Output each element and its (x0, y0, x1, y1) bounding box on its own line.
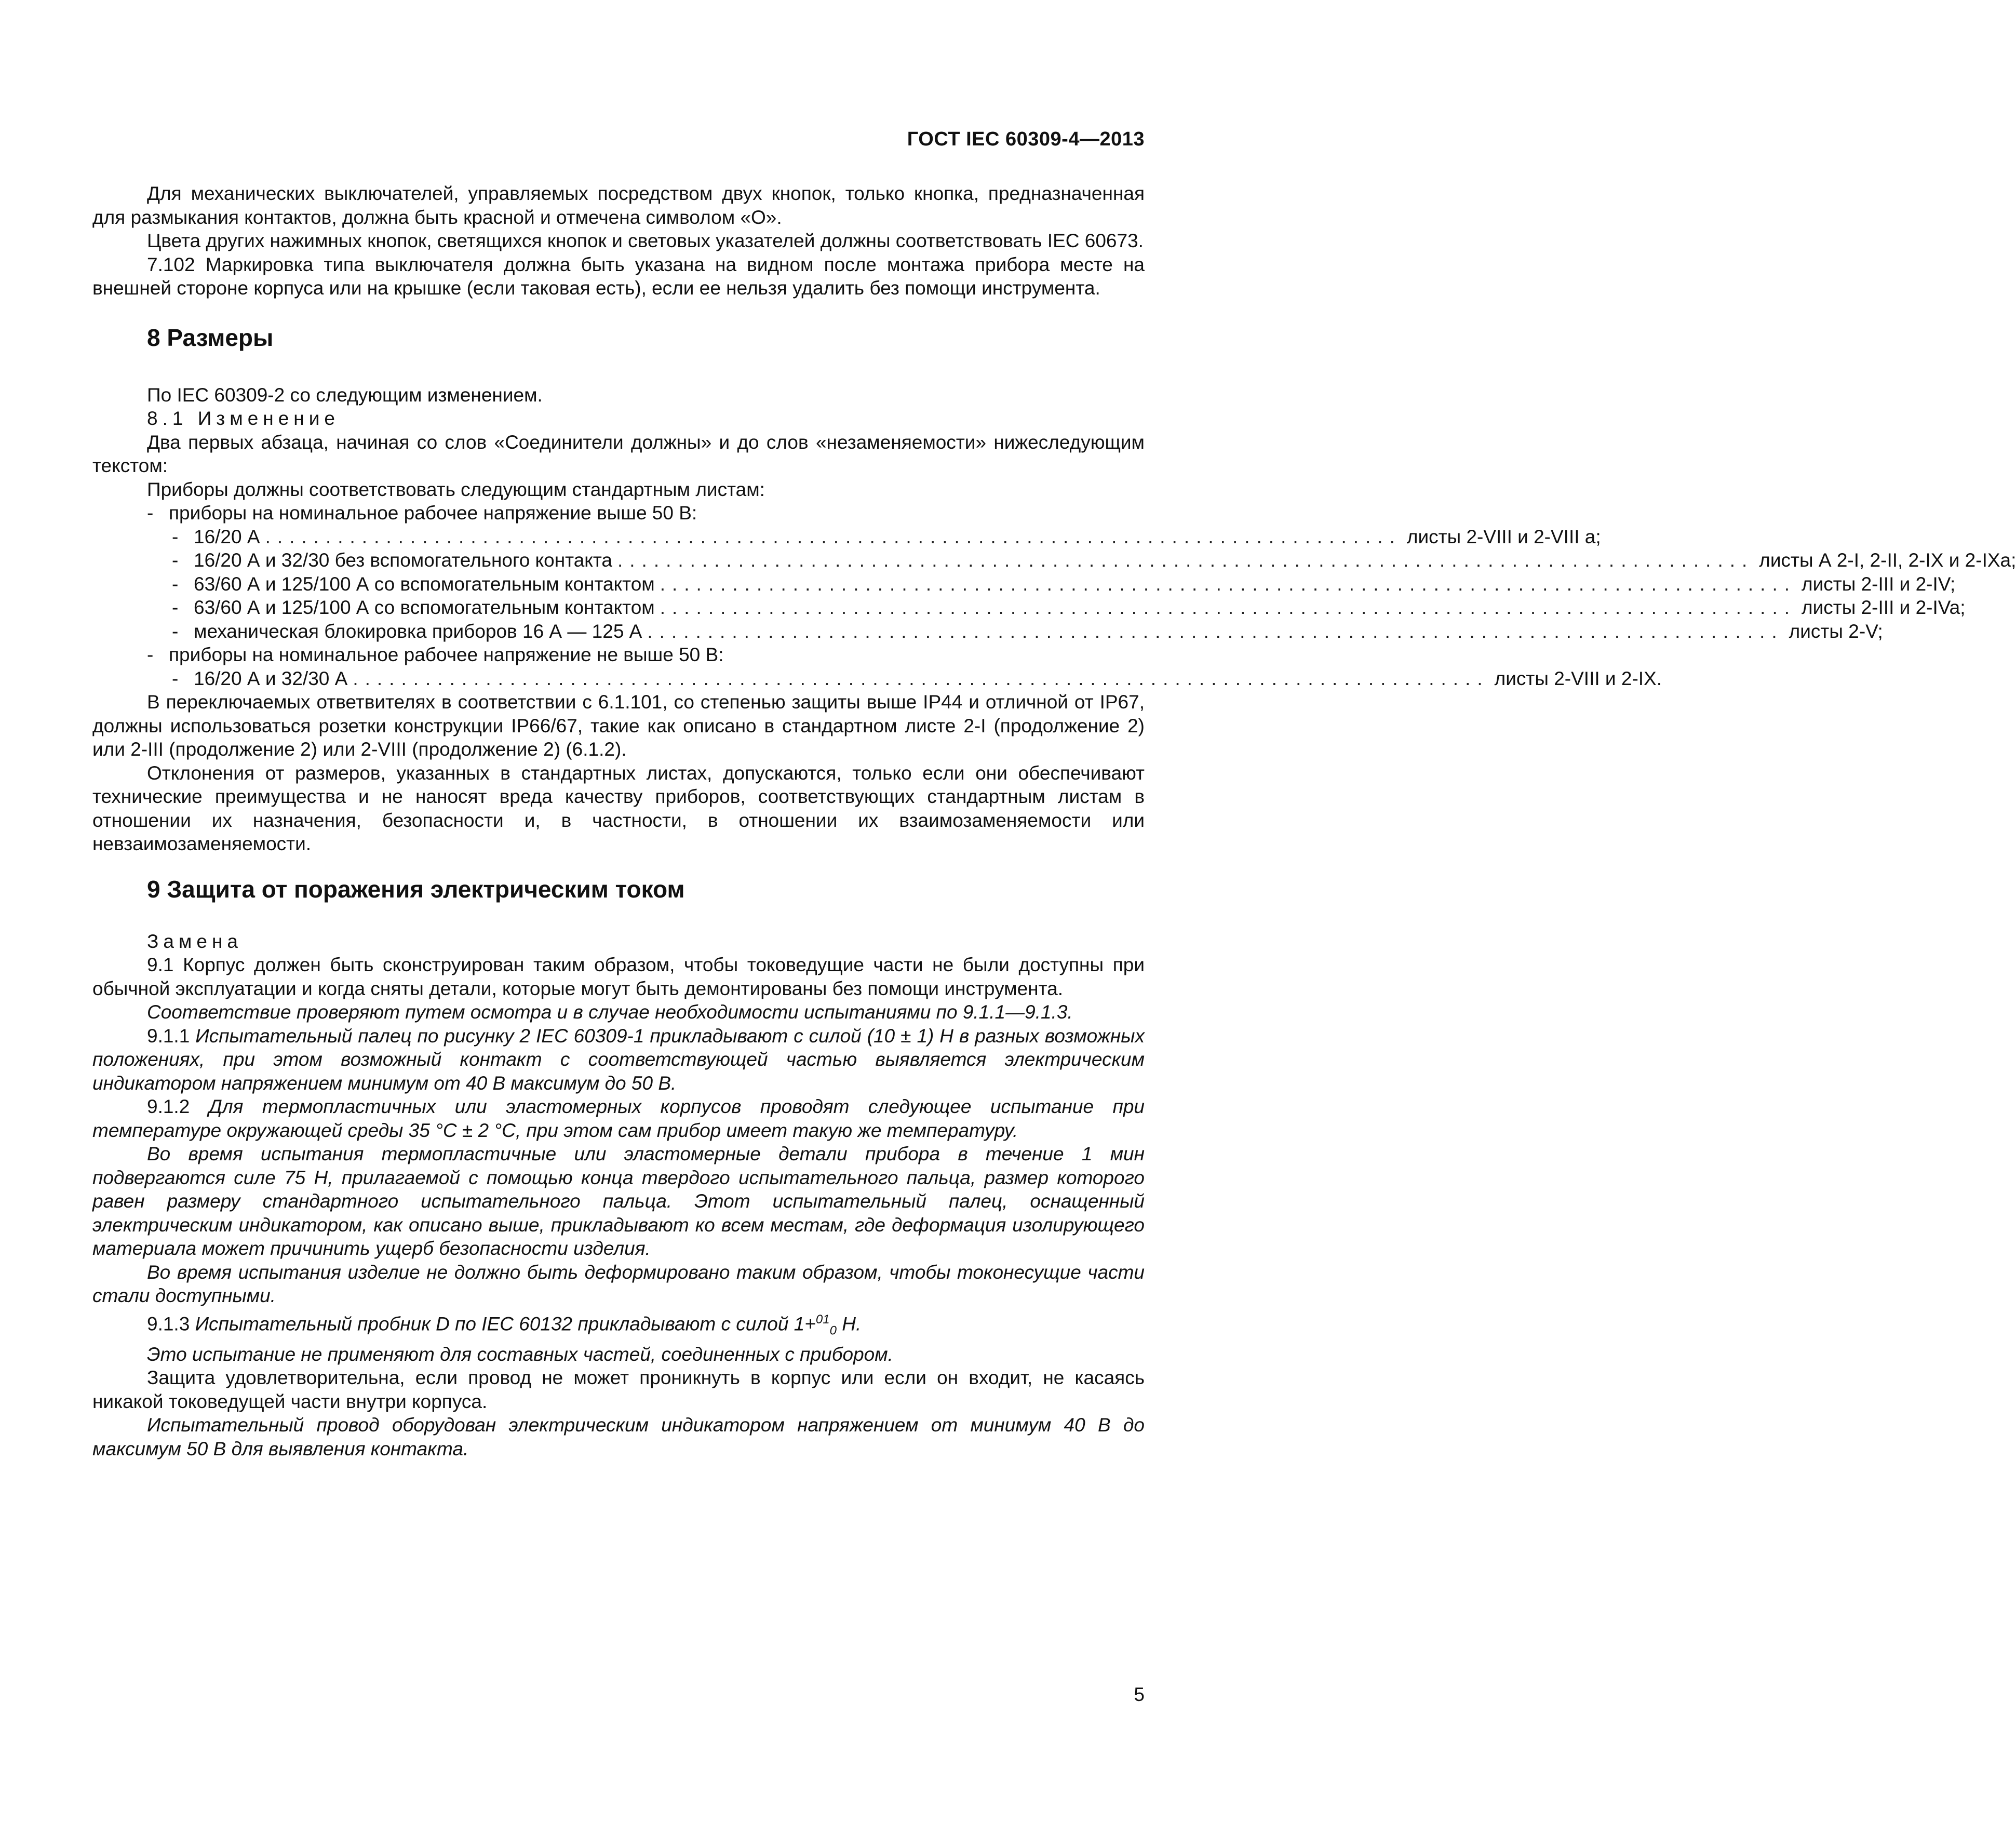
section-9-paragraph-2: Соответствие проверяют путем осмотра и в случае необходимости испытаниями по 9.1.1—9.1.3. (147, 1001, 1073, 1023)
section-8-heading: 8 Размеры (147, 324, 274, 351)
section-9-paragraph-9: Защита удовлетворительна, если провод не может проникнуть в корпус или если он входит, не касаясь никакой токоведущей части внутри корпуса. (92, 1367, 1145, 1412)
list-item: - 16/20 А и 32/30 А .............................................................................................. листы 2-VIII и 2-IX. (172, 667, 1662, 689)
list-item: - механическая блокировка приборов 16 А — 125 А .............................................................................................. листы 2-V; (172, 620, 1883, 642)
list-item: - 63/60 А и 125/100 А со вспомогательным контактом .............................................................................................. листы 2-III и 2-IVa; (172, 597, 1966, 618)
section-9-heading: 9 Защита от поражения электрическим током (147, 875, 685, 903)
section-9-paragraph-10: Испытательный провод оборудован электрическим индикатором напряжением от минимум 40 В до максимум 50 В для выявления контакта. (92, 1414, 1145, 1459)
clause-text: Для термопластичных или эластомерных корпусов проводят следующее испытание при температуре окружающей среды 35 °С ± 2 °С, при этом сам прибор имеет такую же температуру. (92, 1096, 1145, 1141)
section-9-replace-label: Замена (147, 930, 243, 952)
intro-paragraph-2: Цвета других нажимных кнопок, светящихся кнопок и световых указателей должны соответствовать IEC 60673. (147, 230, 1144, 251)
section-9-paragraph-3 (92, 1024, 1145, 1095)
document-body (92, 182, 2016, 1461)
tolerance-subscript: 0 (829, 1323, 837, 1338)
section-8-change-label: 8.1 Изменение (147, 408, 340, 429)
section-9-paragraph-5: Во время испытания термопластичные или эластомерные детали прибора в течение 1 мин подвергаются силе 75 Н, прилагаемой с помощью конца твердого испытательного пальца, размер которого равен размеру стандартного испытательного пальца. Этот испытательный палец, оснащенный электрическим индикатором, как описано выше, прикладывают ко всем местам, где деформация изолирующего материала может причинить ущерб безопасности изделия. (92, 1143, 1145, 1259)
clause-number: 9.1.3 (147, 1312, 190, 1334)
section-9-paragraph-6: Во время испытания изделие не должно быть деформировано таким образом, чтобы токонесущие части стали доступными. (92, 1261, 1145, 1306)
list-item: - 63/60 А и 125/100 А со вспомогательным контактом .............................................................................................. листы 2-III и 2-IV; (172, 573, 1956, 595)
standard-sheets-list (92, 501, 2016, 690)
page-header-standard: ГОСТ IEC 60309-4—2013 (907, 128, 1145, 150)
section-9-paragraph-4 (92, 1095, 1145, 1142)
clause-text: Испытательный пробник D по IEC 60132 прикладывают с силой 1+ (195, 1312, 816, 1334)
section-8-paragraph-3: Приборы должны соответствовать следующим стандартным листам: (147, 478, 765, 500)
section-8-paragraph-1: По IEC 60309-2 со следующим изменением. (147, 384, 543, 406)
intro-paragraph-3: 7.102 Маркировка типа выключателя должна быть указана на видном после монтажа прибора месте на внешней стороне корпуса или на крышке (если таковая есть), если ее нельзя удалить без помощи инструмента. (92, 253, 1145, 299)
list-group-2-lead: - приборы на номинальное рабочее напряжение не выше 50 В: (147, 644, 724, 665)
clause-text: Испытательный палец по рисунку 2 IEC 60309-1 прикладывают с силой (10 ± 1) Н в разных возможных положениях, при этом возможный контакт с соответствующей частью выявляется электрическим индикатором напряжением минимум от 40 В максимум до 50 В. (92, 1025, 1145, 1094)
clause-number: 9.1.2 (147, 1096, 190, 1117)
section-9-paragraph-8: Это испытание не применяют для составных частей, соединенных с прибором. (147, 1343, 893, 1365)
section-8-paragraph-5: Отклонения от размеров, указанных в стандартных листах, допускаются, только если они обеспечивают технические преимущества и не наносят вреда качеству приборов, соответствующих стандартным листам в отношении их назначения, безопасности и, в частности, в отношении их взаимозаменяемости или невзаимозаменяемости. (92, 762, 1145, 854)
list-group-1-lead: - приборы на номинальное рабочее напряжение выше 50 В: (147, 502, 697, 524)
list-item: - 16/20 А .............................................................................................. листы 2-VIII и 2-VIII a; (172, 526, 1601, 547)
page-number: 5 (1134, 1684, 1145, 1705)
tolerance-superscript: 01 (815, 1312, 830, 1327)
list-item: - 16/20 А и 32/30 без вспомогательного контакта .............................................................................................. листы А 2-I, 2-II, 2-IX и 2-IXa; (172, 550, 2016, 571)
section-9-paragraph-7 (92, 1308, 1145, 1343)
section-9-paragraph-1: 9.1 Корпус должен быть сконструирован таким образом, чтобы токоведущие части не были доступны при обычной эксплуатации и когда сняты детали, которые могут быть демонтированы без помощи инструмента. (92, 954, 1145, 999)
clause-unit: Н. (836, 1312, 862, 1334)
clause-number: 9.1.1 (147, 1025, 190, 1047)
section-8-paragraph-4: В переключаемых ответвителях в соответствии с 6.1.101, со степенью защиты выше IP44 и отличной от IP67, должны использоваться розетки конструкции IP66/67, такие как описано в стандартном листе 2-I (продолжение 2) или 2-III (продолжение 2) или 2-VIII (продолжение 2) (6.1.2). (92, 691, 1145, 760)
section-8-paragraph-2: Два первых абзаца, начиная со слов «Соединители должны» и до слов «незаменяемости» нижеследующим текстом: (92, 431, 1145, 476)
intro-paragraph-1: Для механических выключателей, управляемых посредством двух кнопок, только кнопка, предназначенная для размыкания контактов, должна быть красной и отмечена символом «О». (92, 183, 1145, 228)
